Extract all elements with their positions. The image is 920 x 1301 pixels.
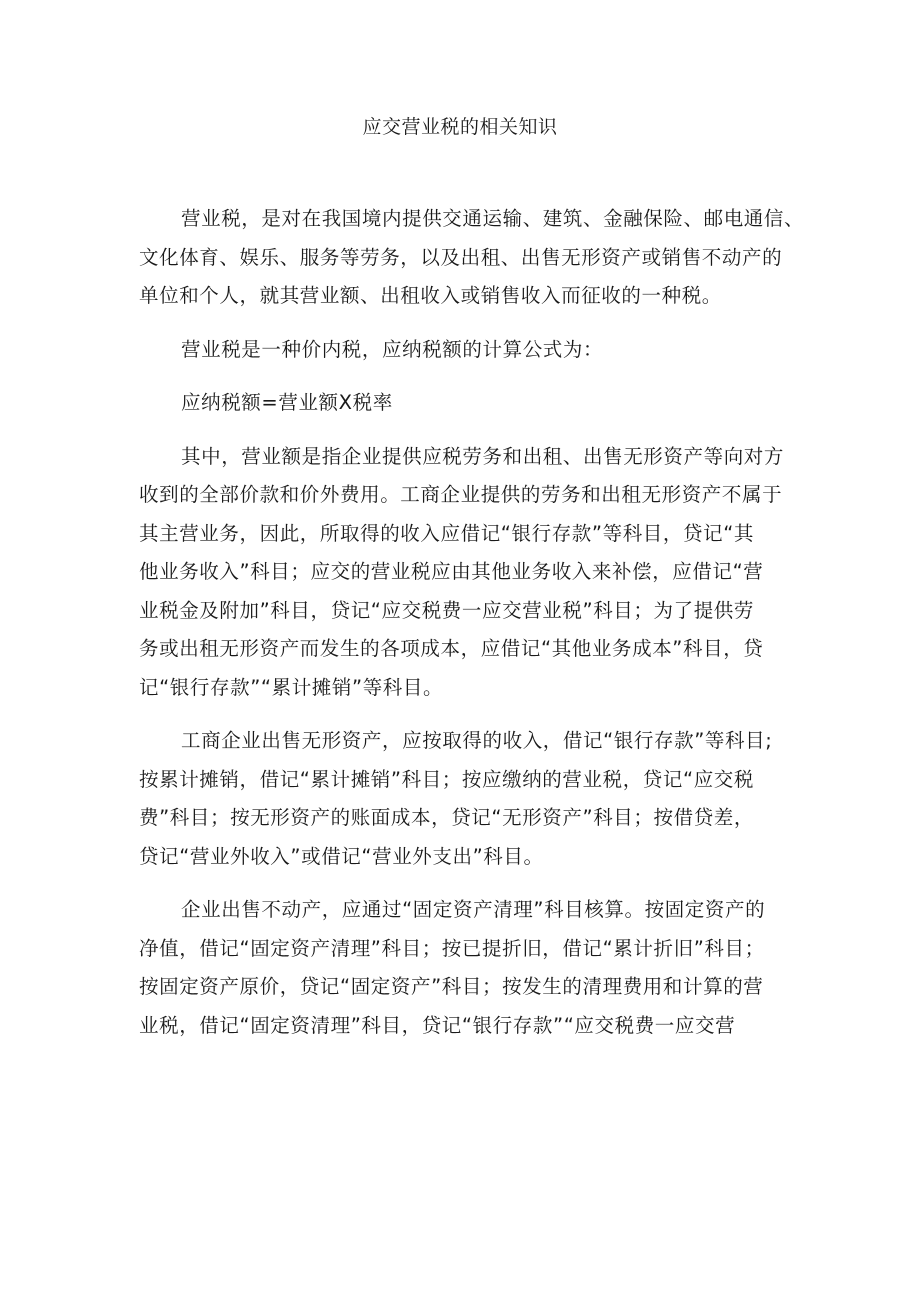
paragraph-line: 收到的全部价款和价外费用。工商企业提供的劳务和出租无形资产不属于 — [139, 483, 783, 506]
paragraph-line: 其主营业务，因此，所取得的收入应借记“银行存款”等科目，贷记“其 — [139, 521, 755, 545]
paragraph-line: 按累计摊销，借记“累计摊销”科目；按应缴纳的营业税，贷记“应交税 — [139, 767, 755, 791]
paragraph-intangible-assets-sale — [139, 722, 784, 876]
document-title: 应交营业税的相关知识 — [362, 116, 558, 138]
paragraph-line: 费”科目；按无形资产的账面成本，贷记“无形资产”科目；按借贷差， — [139, 806, 755, 829]
paragraph-line: 工商企业出售无形资产，应按取得的收入，借记“银行存款”等科目; — [181, 729, 773, 752]
formula-line: 应纳税额=营业额X税率 — [181, 391, 393, 414]
paragraph-line: 贷记“营业外收入”或借记“营业外支出”科目。 — [139, 844, 544, 868]
paragraph-real-estate-sale — [139, 891, 784, 1045]
paragraph-line: 业税，借记“固定资清理”科目，贷记“银行存款”“应交税费一应交营 — [139, 1013, 736, 1037]
paragraph-line: 他业务收入”科目；应交的营业税应由其他业务收入来补偿，应借记“营 — [139, 560, 764, 583]
paragraph-line: 净值，借记“固定资产清理”科目；按已提折旧，借记“累计折旧”科目； — [139, 936, 765, 960]
paragraph-line: 业税金及附加”科目，贷记“应交税费一应交营业税”科目；为了提供劳 — [139, 598, 755, 622]
paragraph-line: 文化体育、娱乐、服务等劳务，以及出租、出售无形资产或销售不动产的 — [139, 245, 783, 269]
document-body — [139, 200, 805, 1060]
paragraph-line: 营业税，是对在我国境内提供交通运输、建筑、金融保险、邮电通信、 — [181, 207, 805, 230]
paragraph-line: 记“银行存款”“累计摊销”等科目。 — [139, 675, 444, 699]
paragraph-turnover-explanation — [139, 438, 784, 708]
paragraph-line: 按固定资产原价，贷记“固定资产”科目；按发生的清理费用和计算的营 — [139, 975, 764, 998]
paragraph-business-tax-definition — [139, 200, 805, 316]
paragraph-line: 营业税是一种价内税，应纳税额的计算公式为： — [181, 337, 604, 361]
paragraph-line: 务或出租无形资产而发生的各项成本，应借记“其他业务成本”科目，贷 — [139, 637, 764, 660]
paragraph-line: 其中，营业额是指企业提供应税劳务和出租、出售无形资产等向对方 — [181, 444, 785, 468]
paragraph-line: 单位和个人，就其营业额、出租收入或销售收入而征收的一种税。 — [139, 284, 722, 307]
paragraph-tax-formula — [139, 384, 784, 423]
paragraph-line: 企业出售不动产，应通过“固定资产清理”科目核算。按固定资产的 — [181, 898, 766, 921]
paragraph-tax-formula-intro — [139, 331, 784, 370]
